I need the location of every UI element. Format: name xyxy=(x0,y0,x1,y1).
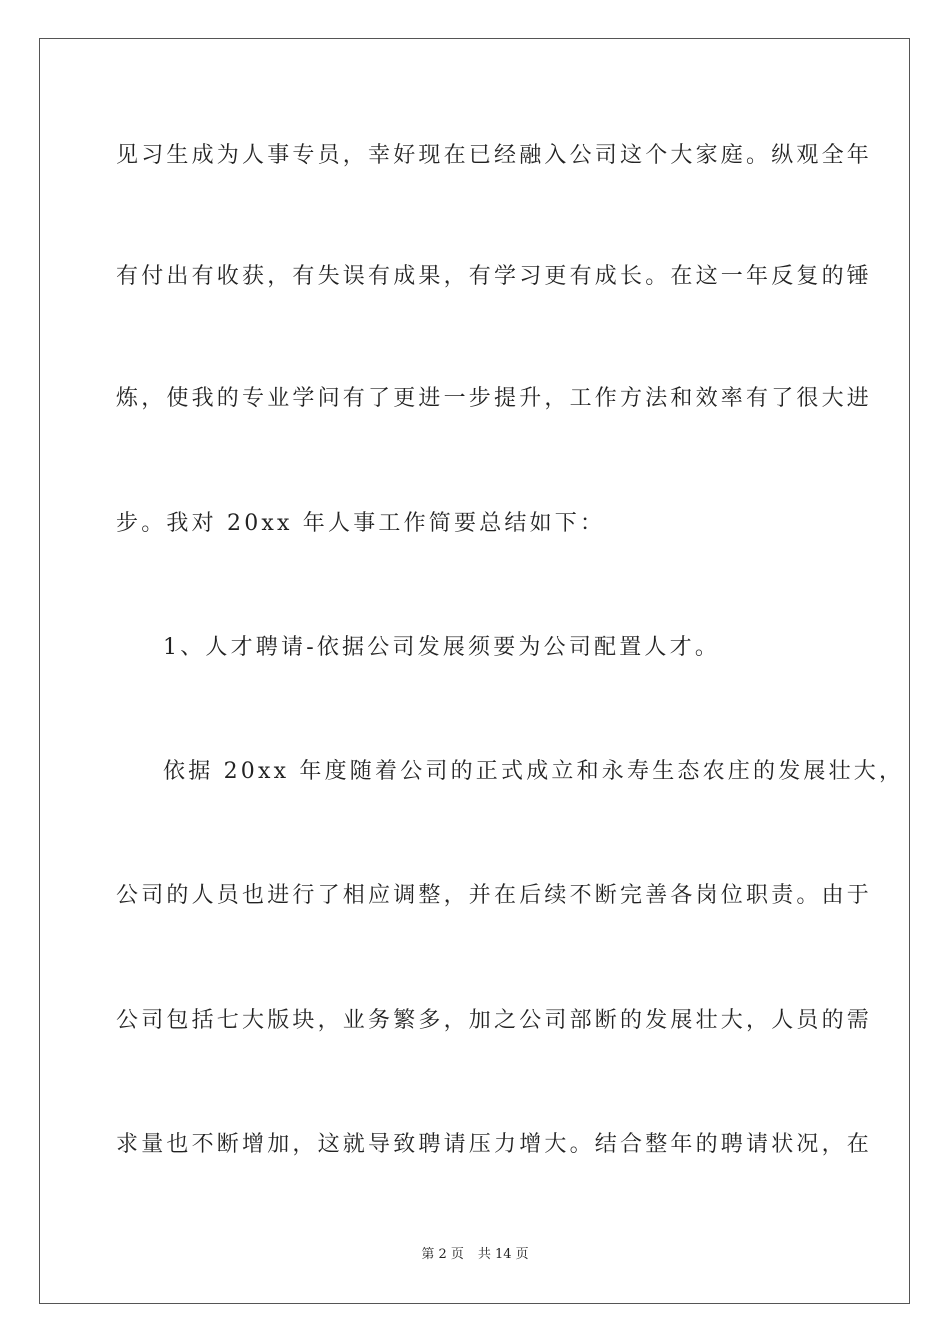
body-line-4: 步。我对 20xx 年人事工作简要总结如下： xyxy=(116,511,606,536)
page-border xyxy=(39,38,910,1304)
body-line-7: 公司的人员也进行了相应调整，并在后续不断完善各岗位职责。由于 xyxy=(116,883,873,908)
body-line-9: 求量也不断增加，这就导致聘请压力增大。结合整年的聘请状况，在 xyxy=(116,1132,873,1157)
page-total: 共 14 页 xyxy=(477,1247,529,1262)
body-line-2: 有付出有收获，有失误有成果，有学习更有成长。在这一年反复的锤 xyxy=(116,264,873,289)
page-number: 第 2 页 xyxy=(421,1247,464,1262)
body-line-8: 公司包括七大版块，业务繁多，加之公司部断的发展壮大，人员的需 xyxy=(116,1008,873,1033)
body-line-3: 炼，使我的专业学问有了更进一步提升，工作方法和效率有了很大进 xyxy=(116,386,873,411)
body-line-6: 依据 20xx 年度随着公司的正式成立和永寿生态农庄的发展壮大， xyxy=(163,759,905,784)
section-heading-1: 1、人才聘请-依据公司发展须要为公司配置人才。 xyxy=(163,635,721,660)
body-line-1: 见习生成为人事专员，幸好现在已经融入公司这个大家庭。纵观全年 xyxy=(116,143,873,168)
page-footer xyxy=(0,1246,950,1264)
